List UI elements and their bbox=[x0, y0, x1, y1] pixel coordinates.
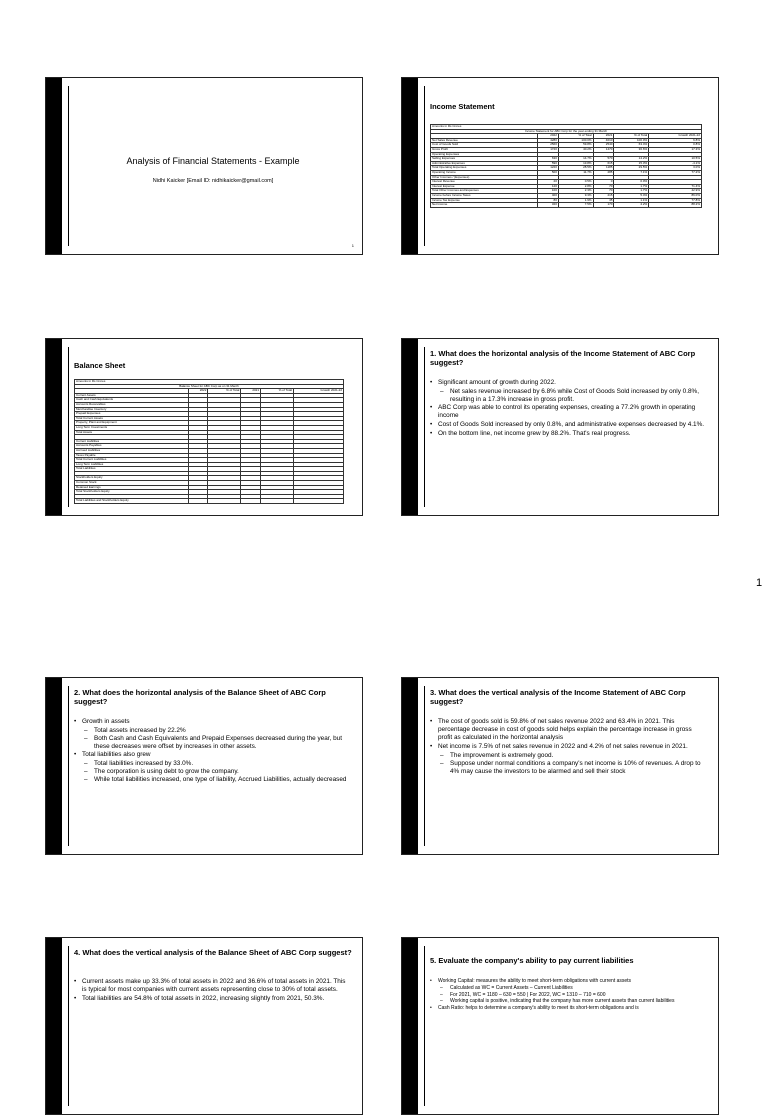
bullet-item: • Cost of Goods Sold increased by only 0.8%, and administrative expenses decreased by 4.1%. bbox=[430, 421, 706, 429]
value-cell: 77.8% bbox=[649, 198, 702, 203]
bullet-list bbox=[74, 718, 350, 784]
slide-7-vertical-balance bbox=[45, 937, 363, 1115]
bullet-item: • Current assets make up 33.3% of total assets in 2022 and 36.6% of total assets in 2021. This is typical for most companies with current assets representing close to 30% of total assets. bbox=[74, 978, 350, 994]
slide-4-horizontal-income bbox=[401, 338, 719, 516]
label-cell: Gross Profit bbox=[431, 147, 538, 152]
value-cell: 17.3% bbox=[649, 147, 702, 152]
column-header: 2021 bbox=[593, 134, 614, 139]
label-cell: Selling Expenses bbox=[431, 157, 538, 162]
income-statement-table bbox=[430, 124, 702, 208]
value-cell: 70 bbox=[593, 184, 614, 189]
label-cell: Total Assets bbox=[75, 430, 189, 435]
slide-title: 4. What does the vertical analysis of the Balance Sheet of ABC Corp suggest? bbox=[74, 948, 352, 957]
balance-sheet-table bbox=[74, 379, 344, 504]
value-cell bbox=[241, 499, 261, 504]
label-cell: Accounts Receivables bbox=[75, 402, 189, 407]
sub-bullet-item: – The corporation is using debt to grow the company. bbox=[74, 768, 350, 776]
sub-bullet-item: – While total liabilities increased, one type of liability, Accrued Liabilities, actually decreased bbox=[74, 776, 350, 784]
value-cell: 4.2% bbox=[614, 203, 649, 208]
value-cell: 9.3% bbox=[558, 193, 593, 198]
bullet-list bbox=[74, 978, 350, 1004]
value-cell: 86.0% bbox=[649, 193, 702, 198]
label-cell: Total Operating Expenses bbox=[431, 166, 538, 171]
label-cell: Total Current Assets bbox=[75, 416, 189, 421]
presentation-title: Analysis of Financial Statements - Example bbox=[126, 156, 300, 166]
label-cell: Total Stockholders Equity bbox=[75, 490, 189, 495]
slide-title: Balance Sheet bbox=[74, 361, 126, 370]
value-cell: 36.6% bbox=[614, 147, 649, 152]
bullet-item: • Total liabilities are 54.8% of total assets in 2022, increasing slightly from 2021, 50.3%. bbox=[74, 995, 350, 1003]
value-cell bbox=[208, 499, 241, 504]
value-cell: 14.7% bbox=[558, 157, 593, 162]
slide-1-cover bbox=[45, 77, 363, 255]
value-cell: 2560 bbox=[538, 143, 559, 148]
value-cell: 2.8% bbox=[558, 184, 593, 189]
label-cell: Merchandise Inventory bbox=[75, 407, 189, 412]
value-cell: 14.2% bbox=[614, 157, 649, 162]
caption-cell: Income Statement for ABC Corp for the year ending 31 March bbox=[431, 129, 702, 134]
value-cell: 59.8% bbox=[558, 143, 593, 148]
label-cell: Operating Expenses bbox=[431, 152, 538, 157]
bullet-item: • Growth in assets bbox=[74, 718, 350, 726]
slide-2-income-statement bbox=[401, 77, 719, 255]
column-header: % of Total bbox=[261, 389, 294, 394]
column-header: 2021 bbox=[241, 389, 261, 394]
value-cell: 1470 bbox=[593, 147, 614, 152]
column-header: 2022 bbox=[538, 134, 559, 139]
value-cell: 70 bbox=[593, 189, 614, 194]
column-header: % of Total bbox=[614, 134, 649, 139]
value-cell: 20 bbox=[538, 180, 559, 185]
value-cell: 1.7% bbox=[614, 184, 649, 189]
bullet-list bbox=[430, 978, 706, 1012]
label-cell: Net Sales Revenue bbox=[431, 138, 538, 143]
value-cell: 29.5% bbox=[614, 166, 649, 171]
slide-5-horizontal-balance bbox=[45, 677, 363, 855]
value-cell: 7.1% bbox=[614, 170, 649, 175]
sub-bullet-item: – Total assets increased by 22.2% bbox=[74, 727, 350, 735]
value-cell: 630 bbox=[538, 157, 559, 162]
slide-8-current-liabilities bbox=[401, 937, 719, 1115]
value-cell: 170 bbox=[593, 203, 614, 208]
label-cell: Total Liabilities bbox=[75, 467, 189, 472]
value-cell: 1220 bbox=[538, 166, 559, 171]
value-cell: 4280 bbox=[538, 138, 559, 143]
slide-title: 2. What does the horizontal analysis of the Balance Sheet of ABC Corp suggest? bbox=[74, 688, 326, 706]
label-cell: Cash and Cash Equivalents bbox=[75, 398, 189, 403]
value-cell: 4010 bbox=[593, 138, 614, 143]
label-cell: Property, Plant and Equipment bbox=[75, 421, 189, 426]
value-cell: 15.3% bbox=[614, 161, 649, 166]
bullet-item: • Working Capital: measures the ability to meet short-term obligations with current assets bbox=[430, 978, 706, 984]
column-header: 2022 bbox=[188, 389, 208, 394]
units-cell: Amounts in Rs Crores bbox=[75, 380, 344, 385]
bullet-item: • ABC Corp was able to control its operating expenses, creating a 77.2% growth in operating income bbox=[430, 404, 706, 420]
value-cell: 1.1% bbox=[614, 198, 649, 203]
value-cell: 13.8% bbox=[558, 161, 593, 166]
label-cell: Total Other Incomes and Expenses bbox=[431, 189, 538, 194]
label-cell: Total Liabilities and Stockholders Equity bbox=[75, 499, 189, 504]
bullet-item: • Total liabilities also grew bbox=[74, 751, 350, 759]
label-cell: Administrative Expenses bbox=[431, 161, 538, 166]
value-cell: 63.4% bbox=[614, 143, 649, 148]
value-cell: 11.7% bbox=[558, 170, 593, 175]
value-cell bbox=[293, 499, 343, 504]
bullet-item: • Cash Ratio: helps to determine a company's ability to meet its short-term obligations and is bbox=[430, 1005, 706, 1011]
label-cell: Income before Income Taxes bbox=[431, 193, 538, 198]
sub-bullet-item: – The improvement is extremely good. bbox=[430, 752, 706, 760]
slide-title: Income Statement bbox=[430, 102, 495, 111]
value-cell: 1.7% bbox=[614, 189, 649, 194]
value-cell: 0.8% bbox=[649, 143, 702, 148]
value-cell: 40.2% bbox=[558, 147, 593, 152]
column-header: Growth 2021-22 bbox=[293, 389, 343, 394]
value-cell: 80 bbox=[538, 198, 559, 203]
value-cell: 100 bbox=[538, 189, 559, 194]
label-cell: Long Term Liabilities bbox=[75, 462, 189, 467]
column-header: Growth 2021-22 bbox=[649, 134, 702, 139]
value-cell: 285 bbox=[593, 170, 614, 175]
value-cell: 3.0% bbox=[649, 166, 702, 171]
label-cell: Other Incomes / (Expenses) bbox=[431, 175, 538, 180]
slide-number: 1 bbox=[351, 243, 354, 248]
value-cell: 215 bbox=[593, 193, 614, 198]
value-cell: 28.5% bbox=[558, 166, 593, 171]
label-cell: Taxes Payable bbox=[75, 453, 189, 458]
value-cell: 0.5% bbox=[558, 180, 593, 185]
units-cell: Amounts in Rs Crores bbox=[431, 125, 702, 130]
value-cell: 570 bbox=[593, 157, 614, 162]
sub-bullet-item: – Both Cash and Cash Equivalents and Prepaid Expenses decreased during the year, but these decreases were offset by increases in other assets. bbox=[74, 735, 350, 751]
caption-cell: Balance Sheet for ABC Corp as on 31 March bbox=[75, 384, 344, 389]
label-cell: Prepaid Expenses bbox=[75, 412, 189, 417]
value-cell: 500 bbox=[538, 170, 559, 175]
label-cell: Operating Income bbox=[431, 170, 538, 175]
slide-3-balance-sheet bbox=[45, 338, 363, 516]
value-cell: 100.0% bbox=[614, 138, 649, 143]
sub-bullet-item: – Calculated as WC = Current Assets – Current Liabilities bbox=[430, 985, 706, 991]
value-cell: 45 bbox=[593, 198, 614, 203]
value-cell: 2.3% bbox=[558, 189, 593, 194]
bullet-item: • Significant amount of growth during 2022. bbox=[430, 379, 706, 387]
value-cell: 120 bbox=[538, 184, 559, 189]
value-cell: 1.9% bbox=[558, 198, 593, 203]
label-cell: Interest Revenue bbox=[431, 180, 538, 185]
value-cell: 0 bbox=[593, 180, 614, 185]
column-header: % of Total bbox=[558, 134, 593, 139]
bullet-list bbox=[430, 379, 706, 439]
value-cell bbox=[188, 499, 208, 504]
value-cell: 77.2% bbox=[649, 170, 702, 175]
value-cell: 2540 bbox=[593, 143, 614, 148]
value-cell: 1185 bbox=[593, 166, 614, 171]
slide-title: 1. What does the horizontal analysis of the Income Statement of ABC Corp suggest? bbox=[430, 349, 696, 367]
sub-bullet-item: – Suppose under normal conditions a company's net income is 10% of revenues. A drop to 4% may cause the investors to be alarmed and sell their stock bbox=[430, 760, 706, 776]
value-cell: 100.0% bbox=[558, 138, 593, 143]
value-cell: -4.1% bbox=[649, 161, 702, 166]
value-cell: 0.0% bbox=[614, 180, 649, 185]
bullet-list bbox=[430, 718, 706, 776]
label-cell: Accounts Payables bbox=[75, 444, 189, 449]
label-cell: Current Liabilities bbox=[75, 439, 189, 444]
value-cell: 320 bbox=[538, 203, 559, 208]
value-cell: 615 bbox=[593, 161, 614, 166]
column-header: % of Total bbox=[208, 389, 241, 394]
value-cell: 88.2% bbox=[649, 203, 702, 208]
value-cell: 6.8% bbox=[649, 138, 702, 143]
sub-bullet-item: – Net sales revenue increased by 6.8% while Cost of Goods Sold increased by only 0.8%, resulting in a 17.3% increase in gross profit. bbox=[430, 388, 706, 404]
slide-6-vertical-income bbox=[401, 677, 719, 855]
page-number: 1 bbox=[756, 577, 763, 589]
author-line: Nidhi Kaicker [Email ID: nidhikaicker@gmail.com] bbox=[152, 178, 274, 184]
value-cell: 5.4% bbox=[614, 193, 649, 198]
value-cell: 7.5% bbox=[558, 203, 593, 208]
label-cell: Stockholders Equity bbox=[75, 476, 189, 481]
value-cell: 590 bbox=[538, 161, 559, 166]
bullet-item: • Net income is 7.5% of net sales revenue in 2022 and 4.2% of net sales revenue in 2021. bbox=[430, 743, 706, 751]
slide-title: 5. Evaluate the company's ability to pay current liabilities bbox=[430, 956, 634, 965]
value-cell: 400 bbox=[538, 193, 559, 198]
table-row bbox=[431, 203, 702, 208]
label-cell: Total Current Liabilities bbox=[75, 458, 189, 463]
label-cell: Cost of Goods Sold bbox=[431, 143, 538, 148]
label-cell: Current Assets bbox=[75, 393, 189, 398]
label-cell: Net Income bbox=[431, 203, 538, 208]
label-cell: Long Term Investments bbox=[75, 425, 189, 430]
value-cell: 1720 bbox=[538, 147, 559, 152]
bullet-item: • On the bottom line, net income grew by 88.2%. That's real progress. bbox=[430, 430, 706, 438]
table-row bbox=[75, 499, 344, 504]
label-cell: Interest Expense bbox=[431, 184, 538, 189]
label-cell: Income Tax Expense bbox=[431, 198, 538, 203]
bullet-item: • The cost of goods sold is 59.8% of net sales revenue 2022 and 63.4% in 2021. This percentage decrease in cost of goods sold helps explain the percentage increase in gross profit as calculated in the horizontal analysis bbox=[430, 718, 706, 742]
sub-bullet-item: – Total liabilities increased by 33.0%. bbox=[74, 760, 350, 768]
label-cell: Accrued Liabilities bbox=[75, 448, 189, 453]
label-cell: Retained Earnings bbox=[75, 485, 189, 490]
value-cell: 42.9% bbox=[649, 189, 702, 194]
label-cell: Common Stock bbox=[75, 481, 189, 486]
value-cell: 71.4% bbox=[649, 184, 702, 189]
slide-title: 3. What does the vertical analysis of the Income Statement of ABC Corp suggest? bbox=[430, 688, 686, 706]
value-cell bbox=[261, 499, 294, 504]
value-cell: 10.5% bbox=[649, 157, 702, 162]
sub-bullet-item: – For 2021, WC = 1180 – 630 = 550 | For 2022, WC = 1310 – 710 = 600 bbox=[430, 992, 706, 998]
sub-bullet-item: – Working capital is positive, indicating that the company has more current assets than current liabilities bbox=[430, 998, 706, 1004]
